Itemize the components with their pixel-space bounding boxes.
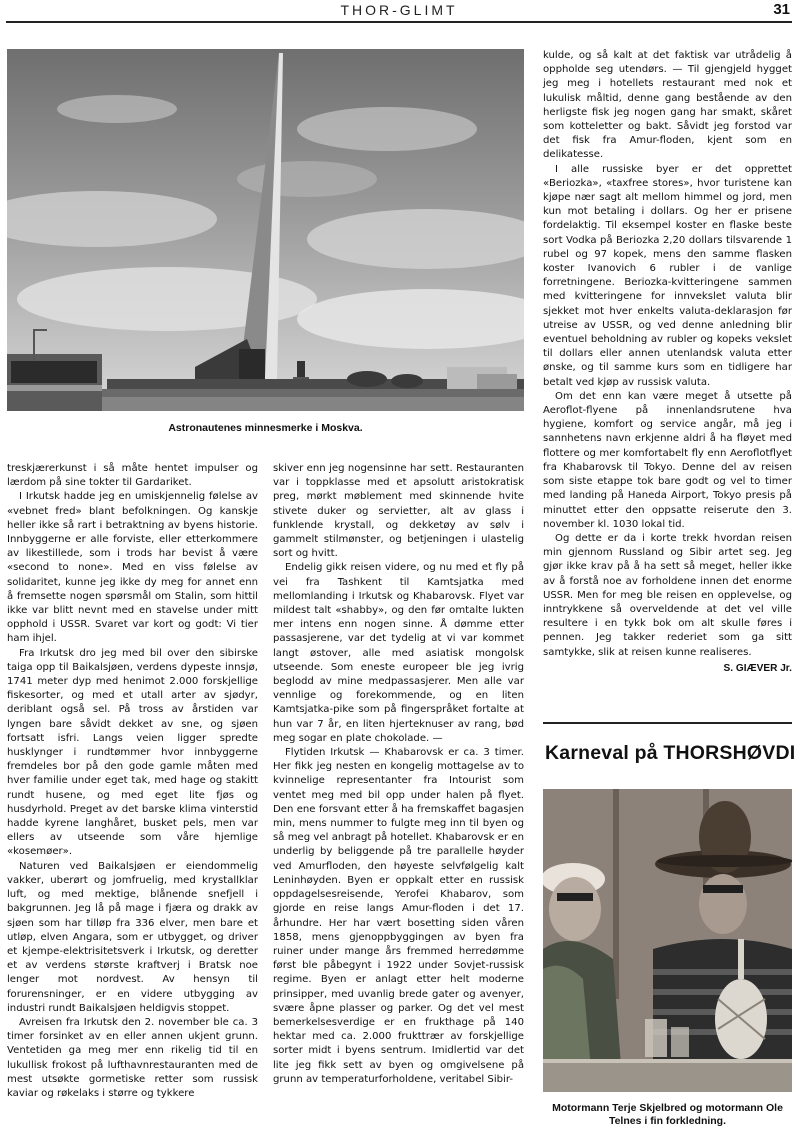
col3-paragraph-2: I alle russiske byer er det opprettet «Beriozka», «taxfree stores», hvor turistene kan kjøpe nær sagt alt mellom himmel og jord, men kun mot betaling i dollars. Og her er prisene fordelaktig. Til eksempel koster en flaske beste sort Vodka på Beriozka 2,20 dollars tilsvarende 1 rubel og 97 kopek, mens den samme flasken koster Ivanovich 6 rubler i de vanlige forretningene. Beriozka-kvitteringene sammen med kvitteringene for innvekslet valuta blir sjekket mot hver enkelts valuta-deklarasjon før utreise av USSR, og ved denne anledning blir eventuel beholdning av rubler og kopeks vekslet til dollars eller annen utenlandsk valuta etter ønske, og til samme kurs som en tidligere har betalt ved kjøp av russisk valuta. xyxy=(543,163,792,388)
header-rule xyxy=(6,21,792,23)
col1-paragraph-4: Naturen ved Baikalsjøen er eiendommelig vakker, uberørt og jomfruelig, med krystallklar luft, og med mektige, blånende snefjell i bakgrunnen. Jeg lå på mage i fjæra og drakk av sjøen som har tilløp fra 336 elver, men bare et utløp, elven Angara, som er utbygget, og driver et kjempe-elektrisitetsverk i Irkutsk, og deretter et av verdens største kraftverj i Bratsk noe lenger mot nordvest. Av hensyn til forurensninger, er en videre utbygging av industri rundt Baikalsjøen heldigvis stoppet. xyxy=(7,860,258,1014)
article-column-1 xyxy=(7,462,258,1101)
col3-paragraph-1: kulde, og så kalt at det faktisk var utrådelig å oppholde seg utendørs. — Til gjengjeld hygget jeg meg i hotellets restaurant med nok et lukulisk måltid, denne gang bestående av den herligste fisk jeg nogen gang har smakt, skåret som kotteletter og bakt. Såvidt jeg forstod var det fisk fra Amur-floden, kjent som en delikatesse. xyxy=(543,50,792,161)
col1-paragraph-1: treskjærerkunst i så måte hentet impulser og lærdom på sine tokter til Gardariket. xyxy=(7,463,258,489)
article-column-3 xyxy=(543,49,792,676)
col2-paragraph-3: Flytiden Irkutsk — Khabarovsk er ca. 3 timer. Her fikk jeg nesten en kongelig mottagelse av to kvinnelige representanter fra Intourist som ventet meg med bil opp under halen på flyet. Den ene forsvant etter å ha fremskaffet bagasjen min, mens nummer to fulgte meg inn til byen og så meg vel anbragt på hotellet. Khabarovsk er en underlig by beliggende på tre parallelle høyder ved Amurfloden, den høyeste selvfølgelig kalt Leninhøyden. Byen er oppkalt etter en russisk oppdagelsesreisende, Yerofei Khabarov, som gjorde en reise langs Amur-floden i det 17. århundre. Her har vært bosetting siden våren 1858, mens gjenoppbyggingen av byen fra ruiner under mange års fremmed herredømme først ble påbegynt i 1922 under Sovjet-russisk regime. Byen er anlagt etter helt moderne prinsipper, med uvanlig brede gater og avenyer, svære åpne plasser og parker. Og det vel mest bemerkelsesverdige er en frukthage på 140 hektar med ca. 2.000 frukttrær av forskjellige sorter midt i byens sentrum. Imidlertid var det lite jeg fikk sett av byen og omgivelsene på grunn av temperaturforholdene, veritabel Sibir- xyxy=(273,747,524,1085)
karneval-photo xyxy=(543,789,792,1092)
col1-paragraph-3: Fra Irkutsk dro jeg med bil over den sibirske taiga opp til Baikalsjøen, verdens dypeste innsjø, 1741 meter dyp med henimot 2.000 forskjellige fiskesorter, og med et utall arter av sjødyr, deriblant også sel. På tross av årstiden var lyngen bare såvidt dekket av sne, og sjøen fortsatt isfri. Langs veien ligger spredte husklynger i rundtømmer hvor innbyggerne fremdeles bor på den gode gamle måten med hver familie under eget tak, med hage og stakitt rundt husene, og med eget lite fjøs og husdyrhold. Preget av det barske klima vinterstid hadde kyrene langhåret, busket pels, men var ellers av utseende som våre hjemlige «kosemøer». xyxy=(7,647,258,858)
karneval-photo-caption: Motormann Terje Skjelbred og motormann Ole Telnes i fin forkledning. xyxy=(552,1102,783,1127)
page-header xyxy=(6,0,792,22)
col3-paragraph-4: Og dette er da i korte trekk hvordan reisen min gjennom Russland og Sibir artet seg. Jeg gjør ikke krav på å ha sett så meget, heller ikke av å forstå noe av forholdene innen det enorme USSR. Men for meg ble reisen en opplevelse, og inntrykkene så overveldende at det vel ville resultere i en tykk bok om alt skulle føres i pennen. Jeg takker rederiet som ga sitt samtykke, slik at reisen kunne realiseres. xyxy=(543,532,792,658)
monument-photo xyxy=(7,49,524,411)
author-signature: S. GIÆVER Jr. xyxy=(723,662,792,674)
col3-paragraph-3: Om det enn kan være meget å utsette på Aeroflot-flyene på innenlandsrutene hva hygiene, komfort og service angår, må jeg i sannhetens navn erkjenne aldri å ha fløyet med flottere og mer komfortabelt fly enn Aeroflotflyet fra Khabarovsk til Tokyo. Denne del av reisen som siste etappe tok bare godt og vel to timer med landing på Haneda Airport, Tokyo presis på minuttet etter den oppsatte reiserute den 3. november kl. 1030 lokal tid. xyxy=(543,390,792,530)
col2-paragraph-1: skiver enn jeg nogensinne har sett. Restauranten var i toppklasse med et apsolutt aristokratisk preg, mørkt møblement med skinnende hvite stivete duker og servietter, alt av glass i funklende krystall, og dekketøy av sølv i gammelt stilmønster, og betjeningen i ulastelig sort og hvitt. xyxy=(273,463,524,560)
col1-paragraph-5: Avreisen fra Irkutsk den 2. november ble ca. 3 timer forsinket av en eller annen ukjent grunn. Ventetiden ga meg mer enn rikelig tid til en lukullisk frokost på lufthavnrestauranten med de mest utsøkte gormetiske retter som russisk kaviar og røkelaks i større og tykkere xyxy=(7,1016,258,1099)
monument-photo-caption: Astronautenes minnesmerke i Moskva. xyxy=(168,422,363,434)
karneval-headline: Karneval på THORSHØVDI xyxy=(545,742,796,764)
section-divider xyxy=(543,722,792,724)
article-column-2 xyxy=(273,462,524,1087)
page-number: 31 xyxy=(773,1,790,18)
col2-paragraph-2: Endelig gikk reisen videre, og nu med et fly på vei fra Tashkent til Kamtsjatka med mellomlanding i Irkutsk og Khabarovsk. Flyet var mildest talt «shabby», og den før omtalte lukten mer intens enn nogen sinne. Å dømme etter passasjerene, var det tydelig at vi var kommet langt østover, alle med asiatisk mongolsk utseende. Som eneste europeer ble jeg ivrig beglodd av mine medpassasjerer. Men alle var vennlige og forekommende, og en liten Kamtsjatka-pike som på fingerspråket fortalte at hun var 7 år, en liten hjerteknuser av rang, bød meg sogar en plate chokolade. — xyxy=(273,562,524,744)
col1-paragraph-2: I Irkutsk hadde jeg en umiskjennelig følelse av «vebnet fred» blant befolkningen. Og kanskje heller ikke så rart i betraktning av byens historie. Innbyggerne er alle forviste, eller etterkommere av likestillede, som i trods har bevist å være «second to none». Med en viss følelse av solidaritet, kunne jeg ikke dy meg for annet enn å fremsette nogen spørsmål om Stalin, som hittil ikke var blitt nevnt med en stavelse under mitt opphold i USSR. Svaret var kort og godt: Vi tier ham ihjel. xyxy=(7,491,258,645)
magazine-title: THOR-GLIMT xyxy=(340,2,458,18)
